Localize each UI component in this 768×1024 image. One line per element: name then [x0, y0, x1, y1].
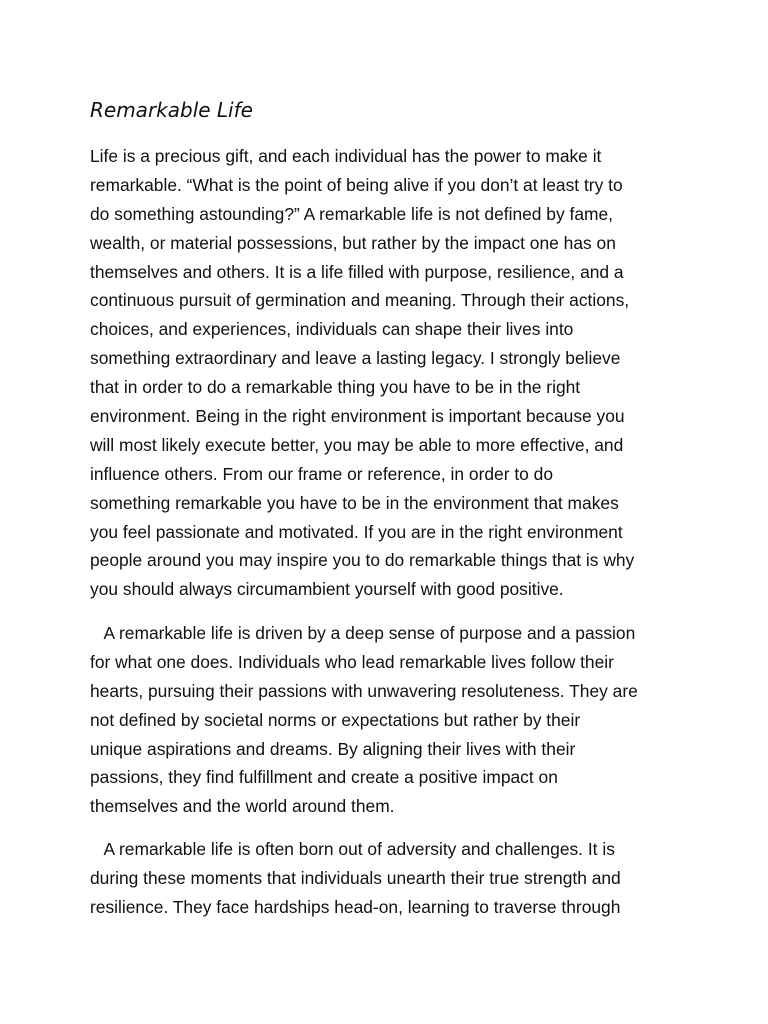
paragraph-line: remarkable. “What is the point of being alive if you don’t at least try to	[90, 174, 623, 195]
paragraph-line: you should always circumambient yourself with good positive.	[90, 579, 564, 600]
paragraph-line: during these moments that individuals unearth their true strength and	[90, 867, 621, 888]
paragraph-line: that in order to do a remarkable thing you have to be in the right	[90, 377, 581, 398]
paragraph-1	[90, 142, 690, 604]
paragraph-line: people around you may inspire you to do remarkable things that is why	[90, 550, 635, 571]
paragraph-line: passions, they find fulfillment and create a positive impact on	[90, 767, 558, 788]
paragraph-line: choices, and experiences, individuals can shape their lives into	[90, 319, 574, 340]
paragraph-line: Life is a precious gift, and each individual has the power to make it	[90, 146, 602, 166]
paragraph-line: hearts, pursuing their passions with unwavering resoluteness. They are	[90, 680, 638, 701]
paragraph-line: themselves and the world around them.	[90, 796, 395, 817]
paragraph-line: A remarkable life is driven by a deep sense of purpose and a passion	[90, 623, 636, 643]
paragraph-line: you feel passionate and motivated. If you are in the right environment	[90, 521, 623, 542]
paragraph-2	[90, 619, 690, 821]
paragraph-line: for what one does. Individuals who lead remarkable lives follow their	[90, 651, 614, 672]
paragraph-line: resilience. They face hardships head-on, learning to traverse through	[90, 896, 621, 917]
paragraph-line: will most likely execute better, you may be able to more effective, and	[90, 434, 624, 455]
paragraph-line: wealth, or material possessions, but rather by the impact one has on	[90, 232, 616, 253]
paragraph-line: A remarkable life is often born out of adversity and challenges. It is	[90, 839, 615, 859]
paragraph-line: something remarkable you have to be in the environment that makes	[90, 492, 619, 513]
paragraph-line: influence others. From our frame or reference, in order to do	[90, 463, 554, 484]
paragraph-3	[90, 835, 690, 922]
paragraph-line: unique aspirations and dreams. By aligning their lives with their	[90, 738, 576, 759]
paragraph-line: do something astounding?” A remarkable life is not defined by fame,	[90, 203, 614, 224]
paragraph-line: themselves and others. It is a life filled with purpose, resilience, and a	[90, 261, 624, 282]
document-title: Remarkable Life	[90, 98, 253, 122]
paragraph-line: something extraordinary and leave a lasting legacy. I strongly believe	[90, 348, 621, 369]
paragraph-line: environment. Being in the right environment is important because you	[90, 406, 625, 427]
paragraph-line: continuous pursuit of germination and meaning. Through their actions,	[90, 290, 630, 311]
paragraph-line: not defined by societal norms or expectations but rather by their	[90, 709, 581, 730]
